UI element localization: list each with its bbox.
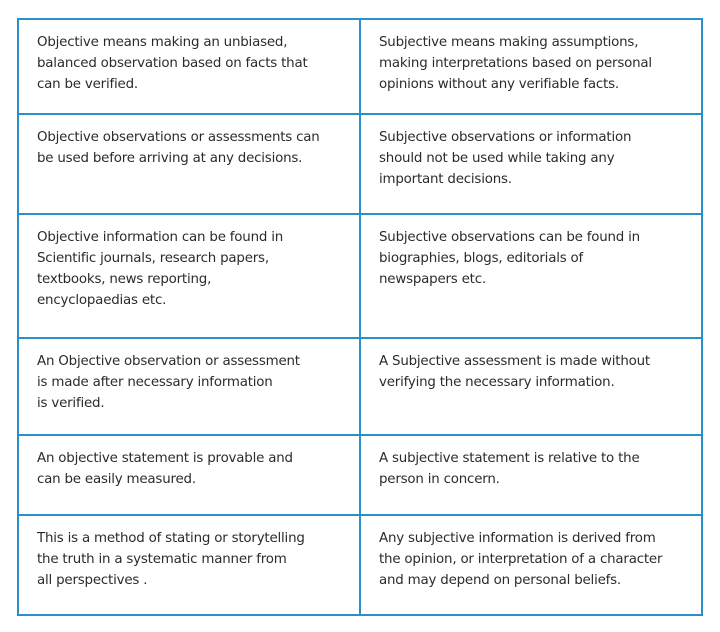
subjective-cell [360,435,702,515]
cell-text-line: Any subjective information is derived from [379,531,656,546]
cell-text-line: A subjective statement is relative to the [379,451,640,466]
cell-text-line: can be easily measured. [37,472,196,487]
objective-cell [18,515,360,615]
cell-text-line: An objective statement is provable and [37,451,293,466]
subjective-cell [360,338,702,435]
cell-text-line: encyclopaedias etc. [37,293,167,308]
cell-text-line: can be verified. [37,77,138,92]
cell-text-line: and may depend on personal beliefs. [379,573,621,588]
table-row [18,19,702,114]
table-row [18,338,702,435]
cell-text-line: the opinion, or interpretation of a character [379,552,663,567]
cell-text-line: biographies, blogs, editorials of [379,251,584,266]
cell-text-line: Objective means making an unbiased, [37,35,288,50]
cell-text-line: Scientific journals, research papers, [37,251,269,266]
cell-text-line: be used before arriving at any decisions. [37,151,303,166]
subjective-cell [360,114,702,214]
cell-text-line: A Subjective assessment is made without [379,354,650,369]
table-row [18,114,702,214]
objective-cell [18,435,360,515]
cell-text-line: is made after necessary information [37,375,273,390]
cell-text-line: making interpretations based on personal [379,56,652,71]
cell-text-line: verifying the necessary information. [379,375,615,390]
objective-cell [18,214,360,338]
subjective-cell [360,19,702,114]
cell-text-line: An Objective observation or assessment [37,354,300,369]
cell-text-line: opinions without any verifiable facts. [379,77,619,92]
objective-cell [18,19,360,114]
cell-text-line: Subjective observations can be found in [379,230,640,245]
table-row [18,214,702,338]
cell-text-line: newspapers etc. [379,272,486,287]
cell-text-line: balanced observation based on facts that [37,56,308,71]
cell-text-line: This is a method of stating or storytelling [37,531,305,546]
objective-cell [18,114,360,214]
cell-text-line: Subjective means making assumptions, [379,35,639,50]
cell-text-line: Subjective observations or information [379,130,632,145]
subjective-cell [360,214,702,338]
cell-text-line: Objective observations or assessments can [37,130,320,145]
cell-text-line: is verified. [37,396,105,411]
cell-text-line: important decisions. [379,172,512,187]
comparison-table [17,18,703,616]
cell-text-line: all perspectives . [37,573,148,588]
cell-text-line: should not be used while taking any [379,151,615,166]
table-row [18,435,702,515]
subjective-cell [360,515,702,615]
table-row [18,515,702,615]
objective-cell [18,338,360,435]
cell-text-line: Objective information can be found in [37,230,284,245]
cell-text-line: textbooks, news reporting, [37,272,212,287]
cell-text-line: person in concern. [379,472,500,487]
cell-text-line: the truth in a systematic manner from [37,552,287,567]
